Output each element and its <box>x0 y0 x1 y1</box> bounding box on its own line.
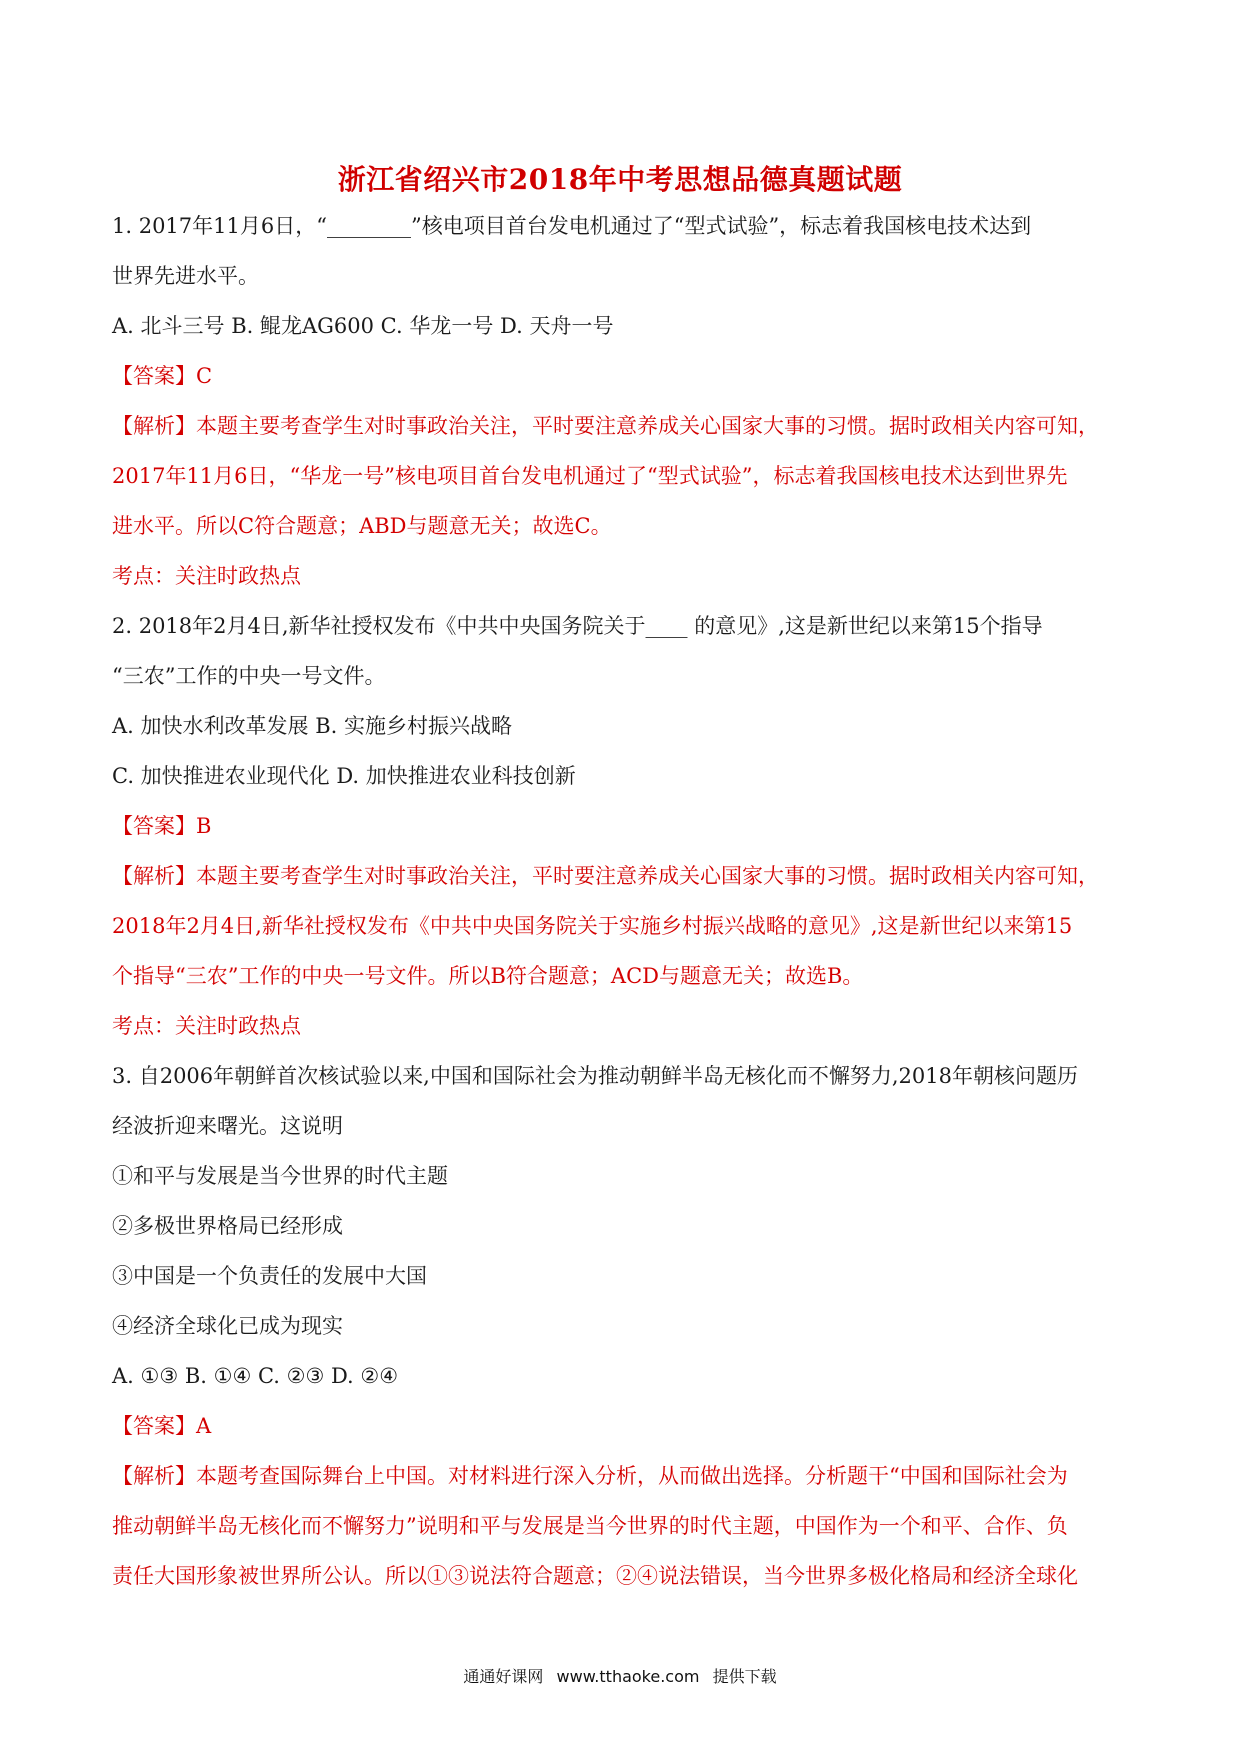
text-line: 【答案】C <box>112 364 213 388</box>
text-line: 经波折迎来曙光。这说明 <box>112 1114 343 1138</box>
footer-url[interactable]: www.tthaoke.com <box>556 1667 700 1686</box>
text-line: 2017年11月6日，“华龙一号”核电项目首台发电机通过了“型式试验”，标志着我国核电技术达到世界先 <box>112 464 1068 488</box>
text-line: A. 北斗三号 B. 鲲龙AG600 C. 华龙一号 D. 天舟一号 <box>112 314 614 338</box>
text-line: ②多极世界格局已经形成 <box>112 1214 343 1238</box>
page-footer <box>0 1664 1240 1687</box>
text-line: 【答案】A <box>112 1414 212 1438</box>
text-line: A. 加快水利改革发展 B. 实施乡村振兴战略 <box>112 714 512 738</box>
text-line: ③中国是一个负责任的发展中大国 <box>112 1264 427 1288</box>
text-line: “三农”工作的中央一号文件。 <box>112 664 386 688</box>
text-line: ④经济全球化已成为现实 <box>112 1314 343 1338</box>
footer-note: 提供下载 <box>712 1667 777 1686</box>
text-line: 2018年2月4日,新华社授权发布《中共中央国务院关于实施乡村振兴战略的意见》,这是新世纪以来第15 <box>112 914 1073 938</box>
text-line: 【解析】本题主要考查学生对时事政治关注，平时要注意养成关心国家大事的习惯。据时政相关内容可知， <box>112 864 1099 888</box>
text-line: 考点：关注时政热点 <box>112 564 301 588</box>
text-line: 进水平。所以C符合题意；ABD与题意无关；故选C。 <box>112 514 612 538</box>
text-line: C. 加快推进农业现代化 D. 加快推进农业科技创新 <box>112 764 576 788</box>
page-title: 浙江省绍兴市2018年中考思想品德真题试题 <box>337 163 903 196</box>
text-line: 1. 2017年11月6日，“________”核电项目首台发电机通过了“型式试验”，标志着我国核电技术达到 <box>112 214 1032 238</box>
text-line: A. ①③ B. ①④ C. ②③ D. ②④ <box>112 1364 399 1388</box>
text-line: 【答案】B <box>112 814 212 838</box>
text-line: 3. 自2006年朝鲜首次核试验以来,中国和国际社会为推动朝鲜半岛无核化而不懈努力,2018年朝核问题历 <box>112 1064 1078 1088</box>
footer-site-name: 通通好课网 <box>463 1667 544 1686</box>
text-line: 世界先进水平。 <box>112 264 259 288</box>
text-line: 【解析】本题主要考查学生对时事政治关注，平时要注意养成关心国家大事的习惯。据时政相关内容可知， <box>112 414 1099 438</box>
text-line: 责任大国形象被世界所公认。所以①③说法符合题意；②④说法错误，当今世界多极化格局和经济全球化 <box>112 1564 1078 1588</box>
text-line: 推动朝鲜半岛无核化而不懈努力”说明和平与发展是当今世界的时代主题，中国作为一个和平、合作、负 <box>112 1514 1068 1538</box>
text-line: 【解析】本题考查国际舞台上中国。对材料进行深入分析，从而做出选择。分析题干“中国和国际社会为 <box>112 1464 1068 1488</box>
text-line: 个指导“三农”工作的中央一号文件。所以B符合题意；ACD与题意无关；故选B。 <box>112 964 864 988</box>
text-line: 2. 2018年2月4日,新华社授权发布《中共中央国务院关于____ 的意见》,这是新世纪以来第15个指导 <box>112 614 1043 638</box>
text-line: ①和平与发展是当今世界的时代主题 <box>112 1164 448 1188</box>
text-line: 考点：关注时政热点 <box>112 1014 301 1038</box>
